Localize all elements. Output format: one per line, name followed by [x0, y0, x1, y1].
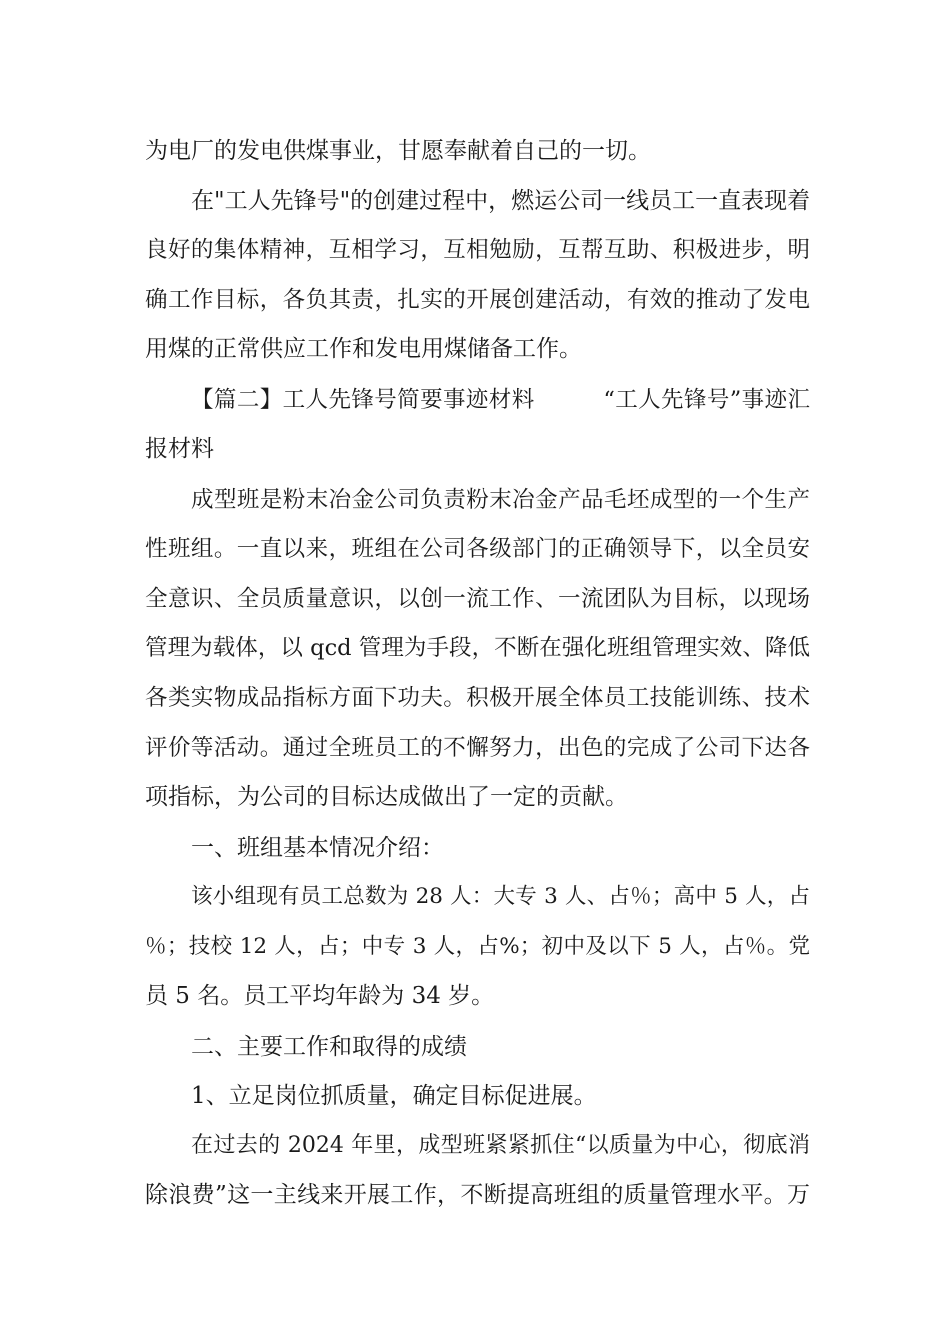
paragraph-line: 该小组现有员工总数为 28 人：大专 3 人、占％；高中 5 人，占	[191, 884, 810, 909]
paragraph-line: 成型班是粉末冶金公司负责粉末冶金产品毛坯成型的一个生产	[191, 487, 810, 513]
paragraph-line: 用煤的正常供应工作和发电用煤储备工作。	[145, 336, 582, 362]
paragraph-line: 为电厂的发电供煤事业，甘愿奉献着自己的一切。	[145, 138, 651, 164]
paragraph-line: ％；技校 12 人，占；中专 3 人，占%；初中及以下 5 人，占％。党	[145, 934, 810, 959]
section-heading-line: 【篇二】工人先锋号简要事迹材料 “工人先锋号”事迹汇	[191, 387, 810, 413]
paragraph-line: 良好的集体精神，互相学习，互相勉励，互帮互助、积极进步，明	[145, 237, 810, 263]
paragraph-line: 评价等活动。通过全班员工的不懈努力，出色的完成了公司下达各	[145, 735, 810, 761]
paragraph-line: 除浪费”这一主线来开展工作，不断提高班组的质量管理水平。万	[145, 1182, 810, 1208]
section-heading-line: 报材料	[145, 436, 214, 462]
subheading-line: 1、立足岗位抓质量，确定目标促进展。	[191, 1083, 597, 1109]
subheading-line: 二、主要工作和取得的成绩	[191, 1034, 467, 1060]
paragraph-line: 在"工人先锋号"的创建过程中，燃运公司一线员工一直表现着	[191, 188, 811, 214]
paragraph-line: 在过去的 2024 年里，成型班紧紧抓住“以质量为中心，彻底消	[191, 1133, 810, 1158]
paragraph-line: 管理为载体，以 qcd 管理为手段，不断在强化班组管理实效、降低	[145, 635, 810, 661]
paragraph-line: 各类实物成品指标方面下功夫。积极开展全体员工技能训练、技术	[145, 685, 810, 711]
subheading-line: 一、班组基本情况介绍：	[191, 835, 444, 861]
paragraph-line: 项指标，为公司的目标达成做出了一定的贡献。	[145, 784, 628, 810]
paragraph-line: 确工作目标，各负其责，扎实的开展创建活动，有效的推动了发电	[145, 287, 810, 313]
paragraph-line: 性班组。一直以来，班组在公司各级部门的正确领导下，以全员安	[145, 536, 810, 562]
paragraph-line: 全意识、全员质量意识，以创一流工作、一流团队为目标，以现场	[145, 586, 810, 612]
paragraph-line: 员 5 名。员工平均年龄为 34 岁。	[145, 983, 495, 1009]
